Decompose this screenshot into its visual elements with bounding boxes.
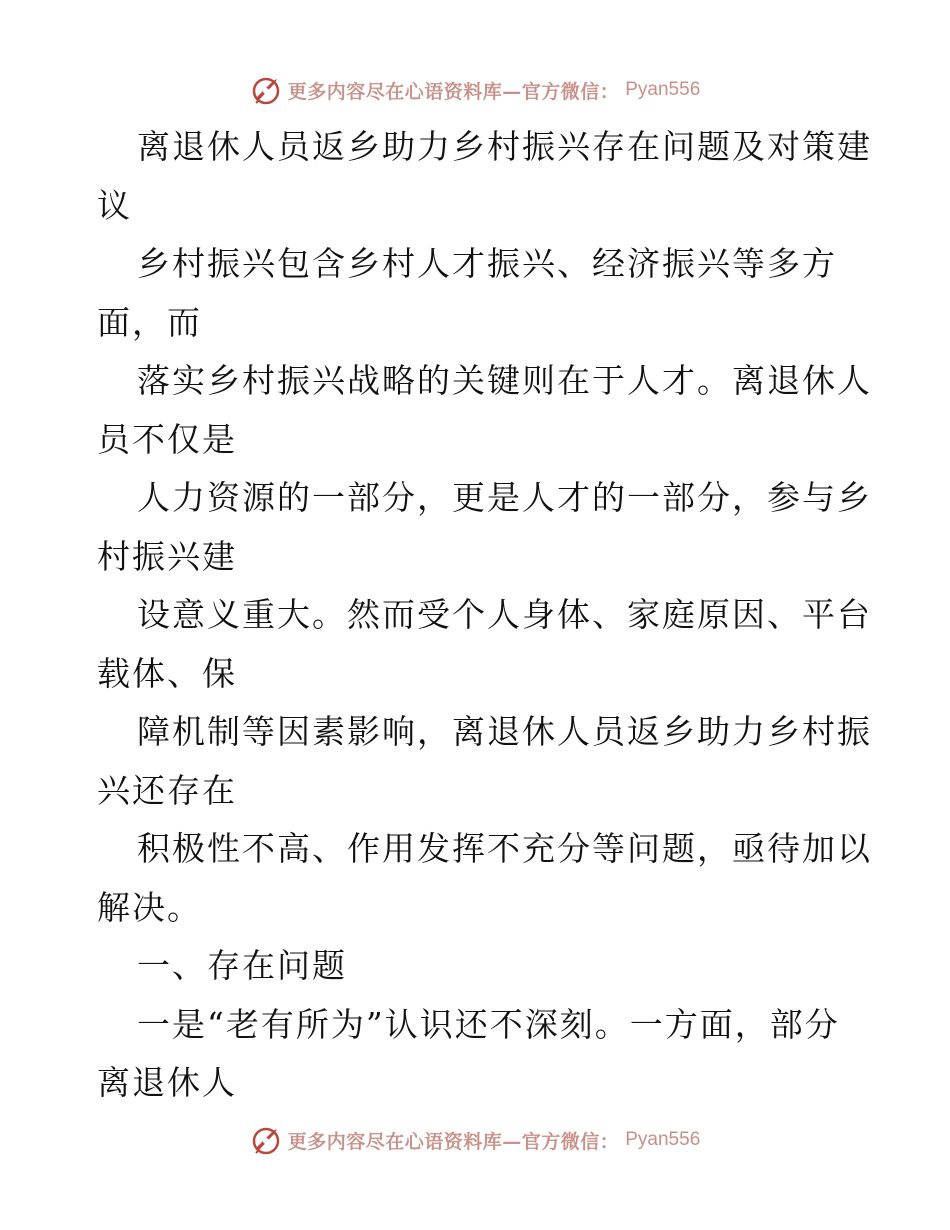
watermark-id: Pyan556 bbox=[625, 79, 701, 100]
paragraph-line: 人力资源的一部分，更是人才的一部分，参与乡 bbox=[137, 478, 872, 517]
paragraph-line: 面，而 bbox=[97, 302, 202, 342]
paragraph-line: 解决。 bbox=[97, 887, 202, 927]
watermark-text: 更多内容尽在心语资料库—官方微信： bbox=[287, 80, 620, 103]
paragraph-line: 员不仅是 bbox=[97, 419, 237, 459]
paragraph-line: 积极性不高、作用发挥不充分等问题，亟待加以 bbox=[137, 829, 872, 868]
paragraph-line: 兴还存在 bbox=[97, 770, 237, 810]
footer-watermark bbox=[0, 1120, 950, 1160]
paragraph-line: 乡村振兴包含乡村人才振兴、经济振兴等多方 bbox=[137, 244, 837, 283]
paragraph-line: 离退休人 bbox=[97, 1063, 237, 1102]
document-body bbox=[97, 118, 872, 1113]
paragraph-line: 落实乡村振兴战略的关键则在于人才。离退休人 bbox=[137, 361, 872, 400]
title-line-2: 议 bbox=[97, 185, 132, 225]
quill-pen-logo-icon bbox=[250, 74, 282, 106]
title-line-1: 离退休人员返乡助力乡村振兴存在问题及对策建 bbox=[137, 127, 872, 166]
paragraph-line: 障机制等因素影响，离退休人员返乡助力乡村振 bbox=[137, 712, 872, 751]
header-watermark bbox=[0, 70, 950, 110]
watermark-text: 更多内容尽在心语资料库—官方微信： bbox=[287, 1130, 620, 1153]
paragraph-line: 村振兴建 bbox=[97, 536, 237, 576]
section-heading: 一、存在问题 bbox=[137, 946, 347, 985]
watermark-id: Pyan556 bbox=[625, 1129, 701, 1150]
paragraph-line: 设意义重大。然而受个人身体、家庭原因、平台 bbox=[137, 595, 872, 634]
paragraph-line: 一是“老有所为”认识还不深刻。一方面，部分 bbox=[137, 1004, 840, 1044]
paragraph-line: 载体、保 bbox=[97, 653, 237, 693]
quill-pen-logo-icon bbox=[250, 1124, 282, 1156]
